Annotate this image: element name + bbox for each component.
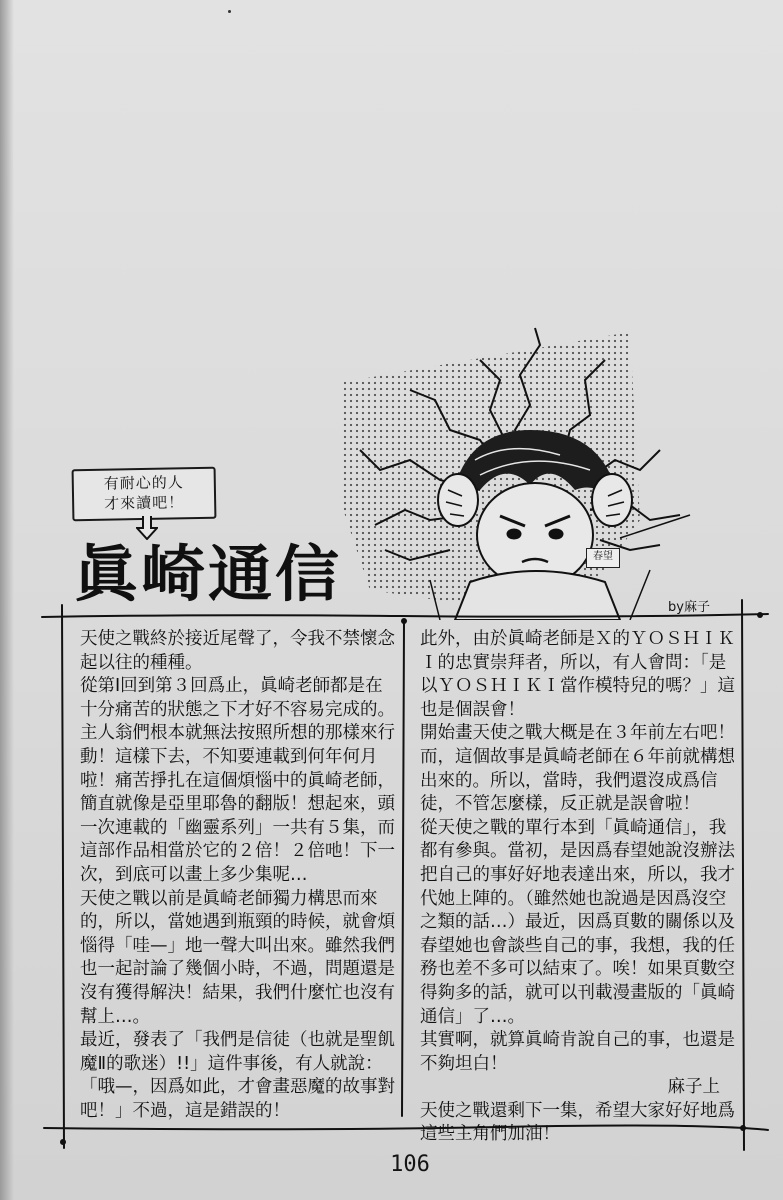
right-column <box>420 628 738 1147</box>
paragraph: 此外，由於眞崎老師是Ｘ的ＹＯＳＨＩＫＩ的忠實崇拜者，所以，有人會問：「是以ＹＯＳＨＩＫＩ當作模特兒的嗎？」這也是個誤會！ <box>420 629 735 720</box>
signoff: 麻子上 <box>667 1077 720 1098</box>
paragraph: 天使之戰終於接近尾聲了，令我不禁懷念起以往的種種。 <box>80 629 395 673</box>
bubble-text-line-1: 有耐心的人 <box>103 473 184 493</box>
page-number: 106 <box>390 1152 430 1177</box>
byline: by麻子 <box>668 600 710 615</box>
page-title: 眞崎通信 <box>74 538 342 611</box>
bubble-text-line-2: 才來讀吧！ <box>103 493 185 513</box>
paragraph: 從第Ⅰ回到第３回爲止，眞崎老師都是在十分痛苦的狀態之下才好不容易完成的。主人翁們根本就無法按照所想的那樣來行動！這樣下去，不知要連載到何年何月啦！痛苦掙扎在這個煩惱中的眞崎老師，簡直就像是亞里耶魯的翻版！想起來，頭一次連載的「幽靈系列」一共有５集，而這部作品相當於它的２倍！２倍吔！下一次，到底可以畫上多少集呢… <box>80 676 395 885</box>
left-column <box>80 628 396 1123</box>
paragraph: 開始畫天使之戰大概是在３年前左右吧！而，這個故事是眞崎老師在６年前就構想出來的。所以，當時，我們還沒成爲信徒，不管怎麼樣，反正就是誤會啦！ <box>420 723 735 815</box>
closing-paragraph: 天使之戰還剩下一集，希望大家好好地爲這些主角們加油！ <box>420 1100 735 1145</box>
artist-signature: 春望 <box>586 548 620 568</box>
paragraph: 最近，發表了「我們是信徒（也就是聖飢魔Ⅱ的歌迷）!!」這件事後，有人就說：「哦—，因爲如此，才會畫惡魔的故事對吧！」不過，這是錯誤的！ <box>80 1030 395 1121</box>
paragraph: 其實啊，就算眞崎肯說自己的事，也還是不夠坦白！ <box>420 1030 735 1074</box>
paragraph: 天使之戰以前是眞崎老師獨力構思而來的，所以，當她遇到瓶頸的時候，就會煩惱得「哇—」地一聲大叫出來。雖然我們也一起討論了幾個小時，不過，問題還是沒有獲得解決！結果，我們什麼忙也沒有幫上…。 <box>80 888 395 1027</box>
paragraph: 從天使之戰的單行本到「眞崎通信」，我都有參與。當初，是因爲春望她說沒辦法把自己的事好好地表達出來，所以，我才代她上陣的。（雖然她也說過是因爲沒空之類的話…）最近，因爲頁數的關係以及春望她也會談些自己的事，我想，我的任務也差不多可以結束了。唉！如果頁數空得夠多的話，就可以刊載漫畫版的「眞崎通信」了…。 <box>420 817 735 1027</box>
